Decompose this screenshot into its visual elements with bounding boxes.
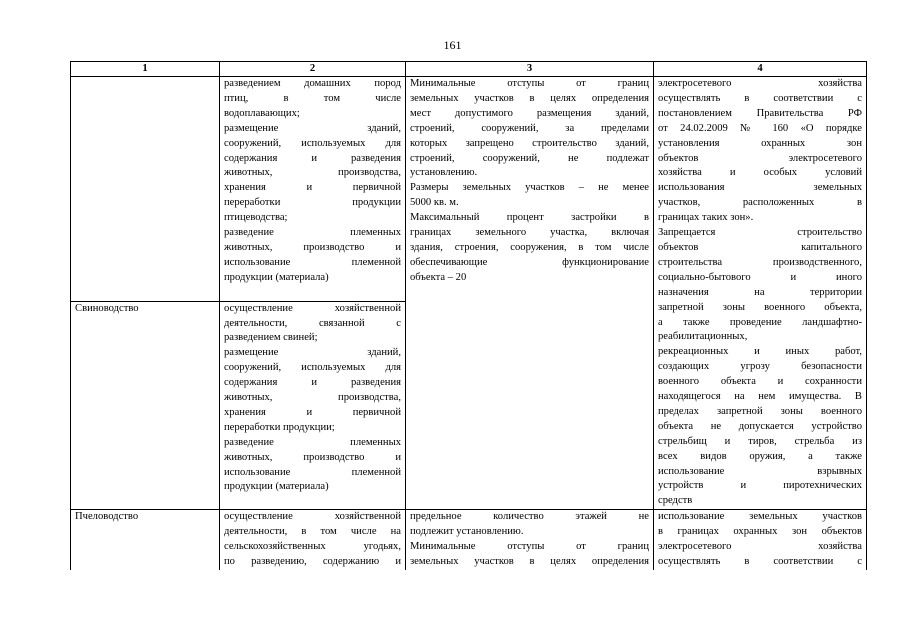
cell-text-line: средств <box>658 495 693 507</box>
cell-text-line: осуществление хозяйственной <box>224 302 401 314</box>
cell-text-line: размещение зданий, <box>224 347 401 359</box>
table-header-row <box>71 62 867 77</box>
cell-text-line: разведение племенных <box>224 227 401 239</box>
cell-text-line: военного объекта и сохранности <box>658 376 862 388</box>
cell-text-line: устройств и пиротехнических <box>658 480 862 492</box>
cell-text-line: постановлением Правительства РФ <box>658 107 862 119</box>
cell-text-line: подлежит установлению. <box>410 526 524 538</box>
page-number: 161 <box>443 38 462 52</box>
cell-text-line: установлению. <box>410 167 478 179</box>
cell-text-line: животных, производство и <box>224 451 401 463</box>
cell-text-line: птиц, в том числе <box>224 92 401 104</box>
cell-text-line: Размеры земельных участков – не менее <box>410 182 649 194</box>
row2-col2-cell <box>220 301 406 510</box>
cell-text-line: разведением домашних пород <box>224 78 401 89</box>
cell-text-line: сельскохозяйственных угодьях, <box>224 541 401 553</box>
row1-col3-cell <box>406 77 654 510</box>
cell-text-line: всех видов оружия, а также <box>658 450 862 462</box>
cell-text-line: разведение племенных <box>224 436 401 448</box>
cell-text-line: продукции (материала) <box>224 481 329 493</box>
cell-text-line: по разведению, содержанию и <box>224 556 401 567</box>
cell-text-line: содержания и разведения <box>224 152 401 164</box>
cell-text-line: использования земельных <box>658 182 862 194</box>
cell-text-line: деятельности, связанной с <box>224 317 401 329</box>
cell-text-line: использование племенной <box>224 256 401 268</box>
cell-text-line: 5000 кв. м. <box>410 197 459 209</box>
cell-text-line: земельных участков в целях определения <box>410 92 649 104</box>
cell-text-line: электросетевого хозяйства <box>658 78 862 89</box>
cell-text-line: которых запрещено строительство зданий, <box>410 137 649 149</box>
column-header-2: 2 <box>220 62 406 77</box>
cell-text-line: сооружений, используемых для <box>224 362 401 374</box>
cell-text-line: Минимальные отступы от границ <box>410 78 649 89</box>
cell-text-line: рекреационных и иных работ, <box>658 346 862 358</box>
cell-text-line: содержания и разведения <box>224 377 401 389</box>
cell-text-line: электросетевого хозяйства <box>658 541 862 553</box>
cell-text-line: строений, сооружений, за пределами <box>410 122 649 134</box>
cell-text-line: создающих угрозу безопасности <box>658 361 862 373</box>
cell-text-line: использование племенной <box>224 466 401 478</box>
row3-col1-cell <box>71 510 220 570</box>
cell-text-line: животных, производство и <box>224 241 401 253</box>
cell-text-line: переработки продукции; <box>224 421 335 433</box>
cell-text-line: Запрещается строительство <box>658 227 862 239</box>
cell-text-line: стрельбищ и тиров, стрельба из <box>658 435 862 447</box>
cell-text-line: хранения и первичной <box>224 182 401 194</box>
row3-col4-cell <box>654 510 867 570</box>
cell-text-line: строительства производственного, <box>658 256 862 268</box>
column-header-3: 3 <box>406 62 654 77</box>
cell-text-line: животных, производства, <box>224 392 401 404</box>
cell-text-line: использование земельных участков <box>658 511 862 523</box>
cell-text-line: разведением свиней; <box>224 332 318 344</box>
document-table <box>70 61 867 570</box>
cell-text-line: использование взрывных <box>658 465 862 477</box>
cell-text-line: переработки продукции <box>224 197 401 209</box>
cell-text-line: от 24.02.2009 № 160 «О порядке <box>658 122 862 134</box>
row3-col2-cell <box>220 510 406 570</box>
cell-text-line: а также проведение ландшафтно- <box>658 316 862 328</box>
cell-text-line: участков, расположенных в <box>658 197 862 209</box>
cell-text-line: границах земельного участка, включая <box>410 227 649 239</box>
row3-col3-cell <box>406 510 654 570</box>
cell-text-line: запретной зоны военного объекта, <box>658 301 862 313</box>
cell-text-line: осуществлять в соответствии с <box>658 556 862 567</box>
column-header-4: 4 <box>654 62 867 77</box>
cell-text-line: размещение зданий, <box>224 122 401 134</box>
cell-text-line: Минимальные отступы от границ <box>410 541 649 553</box>
cell-text-line: деятельности, в том числе на <box>224 526 401 538</box>
cell-text-line: водоплавающих; <box>224 107 300 119</box>
cell-text-line: мест допустимого размещения зданий, <box>410 107 649 119</box>
cell-text-line: строений, сооружений, не подлежат <box>410 152 649 164</box>
cell-text-line: земельных участков в целях определения <box>410 556 649 567</box>
cell-text-line: реабилитационных, <box>658 331 748 343</box>
cell-text-line: птицеводства; <box>224 212 288 224</box>
cell-text-line: находящегося на нем имущества. В <box>658 391 862 403</box>
cell-text-line: хранения и первичной <box>224 406 401 418</box>
row2-col1-cell <box>71 301 220 510</box>
cell-text-line: предельное количество этажей не <box>410 511 649 523</box>
cell-text-line: хозяйства и особых условий <box>658 167 862 179</box>
cell-text-line: Свиноводство <box>75 302 139 314</box>
cell-text-line: объекта не допускается устройство <box>658 420 862 432</box>
cell-text-line: социально-бытового и иного <box>658 271 862 283</box>
cell-text-line: границах таких зон». <box>658 212 754 224</box>
cell-text-line: объектов электросетевого <box>658 152 862 164</box>
cell-text-line: в границах охранных зон объектов <box>658 526 862 538</box>
cell-text-line: осуществлять в соответствии с <box>658 92 862 104</box>
row1-col2-cell <box>220 77 406 302</box>
cell-text-line: продукции (материала) <box>224 271 329 283</box>
cell-text-line: объекта – 20 <box>410 271 467 283</box>
cell-text-line: Пчеловодство <box>75 511 139 523</box>
cell-text-line: назначения на территории <box>658 286 862 298</box>
table-row-beekeeping <box>71 510 867 570</box>
cell-text-line: сооружений, используемых для <box>224 137 401 149</box>
column-header-1: 1 <box>71 62 220 77</box>
table-row-poultry-continued <box>71 77 867 302</box>
cell-text-line: осуществление хозяйственной <box>224 511 401 523</box>
cell-text-line: здания, строения, сооружения, в том числе <box>410 241 649 253</box>
row1-col1-cell <box>71 77 220 302</box>
cell-text-line: пределах запретной зоны военного <box>658 405 862 417</box>
cell-text-line: объектов капитального <box>658 241 862 253</box>
cell-text-line: обеспечивающие функционирование <box>410 256 649 268</box>
cell-text-line: животных, производства, <box>224 167 401 179</box>
cell-text-line: Максимальный процент застройки в <box>410 212 649 224</box>
row1-col4-cell <box>654 77 867 510</box>
cell-text-line: установления охранных зон <box>658 137 862 149</box>
